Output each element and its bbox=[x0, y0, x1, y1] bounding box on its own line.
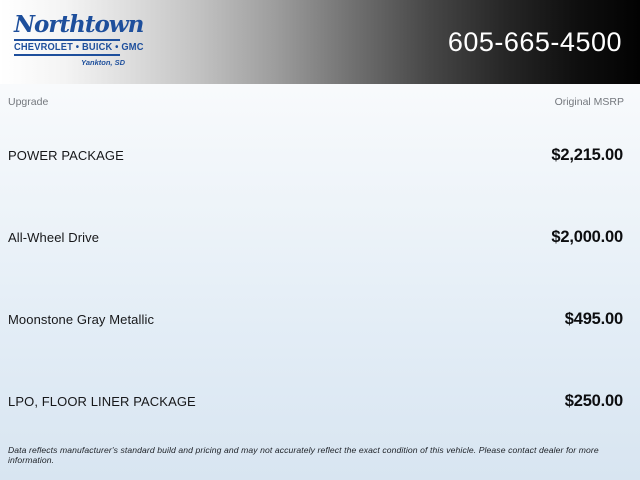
disclaimer-text: Data reflects manufacturer's standard build and pricing and may not accurately reflect the exact condition of this vehicle. Please contact dealer for more information. bbox=[8, 445, 599, 465]
option-price: $250.00 bbox=[564, 392, 623, 410]
option-label: All-Wheel Drive bbox=[8, 230, 100, 245]
option-row bbox=[8, 310, 623, 329]
dealer-name: Northtown bbox=[14, 11, 144, 38]
dealer-phone-number: 605-665-4500 bbox=[447, 27, 622, 57]
dealer-header bbox=[0, 0, 640, 84]
column-header-upgrade: Upgrade bbox=[8, 96, 49, 108]
column-header-original-msrp: Original MSRP bbox=[554, 96, 624, 108]
table-column-headers bbox=[8, 96, 624, 108]
option-row bbox=[8, 392, 623, 411]
option-price: $2,215.00 bbox=[551, 146, 623, 164]
dealer-logo bbox=[14, 11, 144, 68]
option-row bbox=[8, 146, 623, 165]
dealer-city: Yankton, SD bbox=[81, 58, 125, 68]
dealer-brands: CHEVROLET • BUICK • GMC bbox=[14, 39, 120, 56]
option-label: POWER PACKAGE bbox=[8, 148, 124, 163]
option-row bbox=[8, 228, 623, 247]
option-price: $2,000.00 bbox=[551, 228, 623, 246]
option-label: Moonstone Gray Metallic bbox=[8, 312, 155, 327]
option-price: $495.00 bbox=[564, 310, 623, 328]
option-label: LPO, FLOOR LINER PACKAGE bbox=[8, 394, 196, 409]
